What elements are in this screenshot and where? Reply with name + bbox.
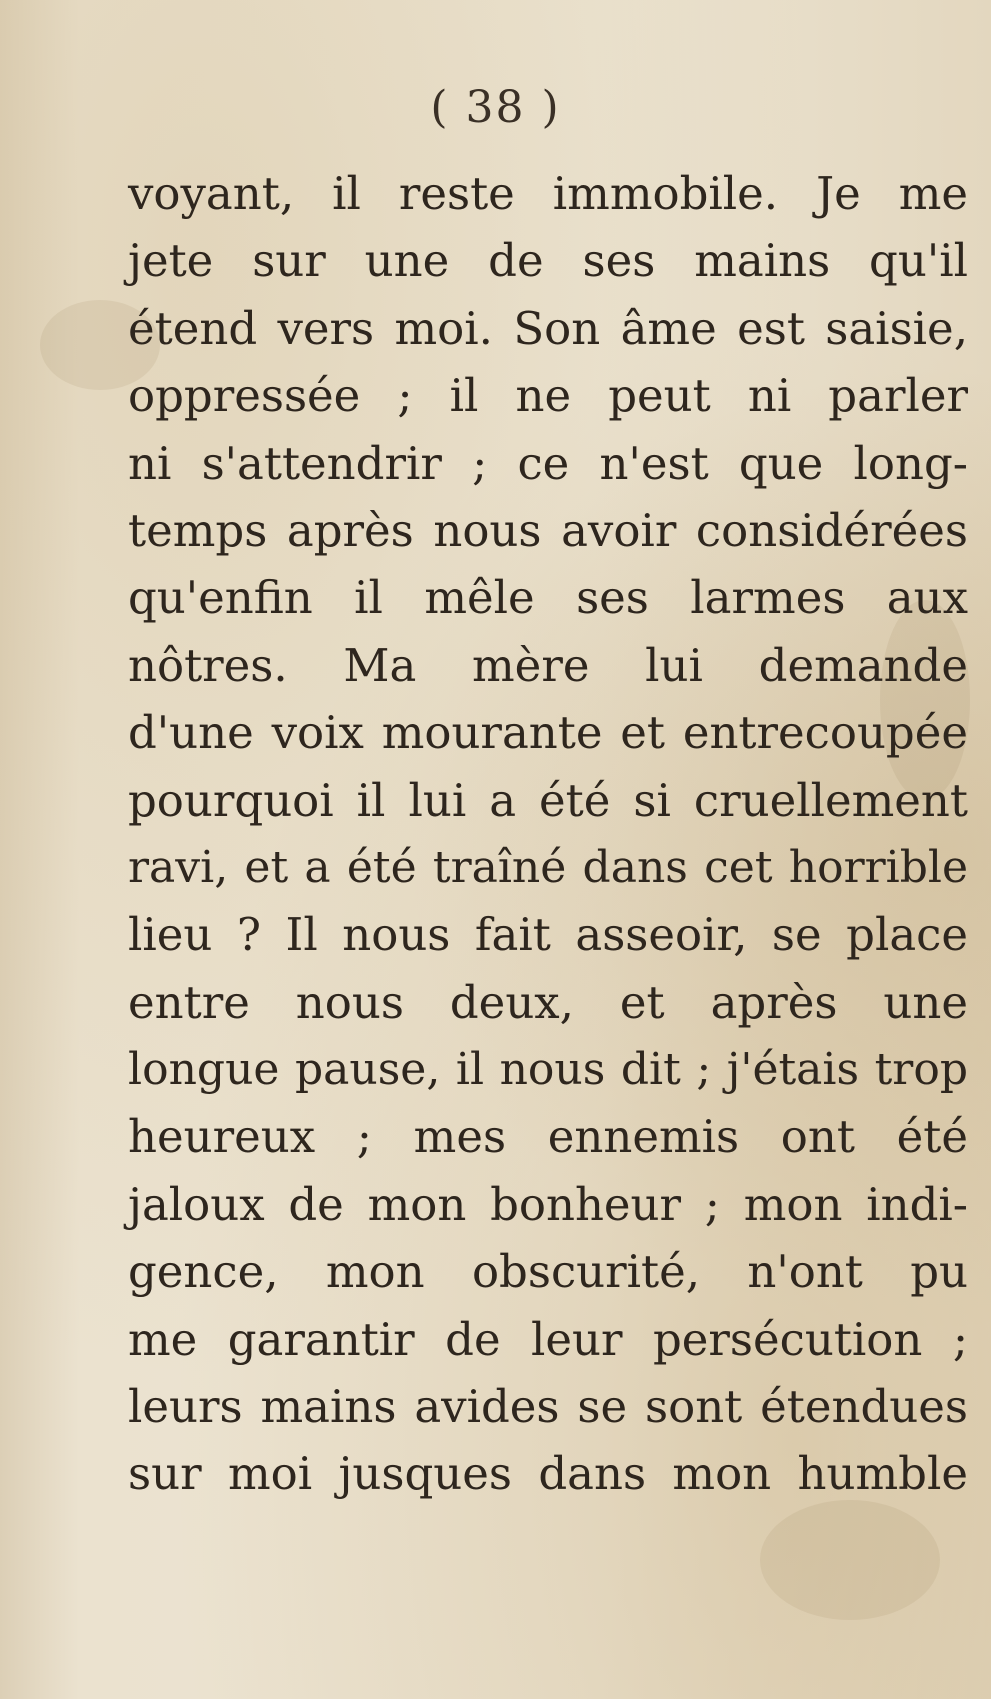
text-line: me garantir de leur persécution ; [128,1312,968,1366]
text-line: jaloux de mon bonheur ; mon indi- [128,1177,968,1231]
text-line: gence, mon obscurité, n'ont pu [128,1245,968,1299]
text-line: pourquoi il lui a été si cruellement [128,773,968,827]
text-line: voyant, il reste immobile. Je me [128,167,968,220]
text-line: oppressée ; il ne peut ni parler [128,369,968,423]
text-line: d'une voix mourante et entrecoupée [128,706,968,760]
body-text [128,160,968,1508]
text-line: qu'enfin il mêle ses larmes aux [128,571,968,625]
text-line: étend vers moi. Son âme est saisie, [128,301,968,355]
text-line: temps après nous avoir considérées [128,503,968,557]
text-line: sur moi jusques dans mon humble [128,1447,968,1501]
text-line: longue pause, il nous dit ; j'étais trop [128,1044,968,1096]
text-line: ravi, et a été traîné dans cet horrible [128,841,968,893]
text-line: entre nous deux, et après une [128,975,968,1029]
page-number: ( 38 ) [430,82,561,133]
paper-stain [760,1500,940,1620]
text-line: heureux ; mes ennemis ont été [128,1110,968,1164]
text-line: jete sur une de ses mains qu'il [128,234,968,288]
text-line: lieu ? Il nous fait asseoir, se place [128,908,968,962]
text-line: nôtres. Ma mère lui demande [128,638,968,692]
text-line: leurs mains avides se sont étendues [128,1380,968,1434]
text-line: ni s'attendrir ; ce n'est que long- [128,436,968,490]
